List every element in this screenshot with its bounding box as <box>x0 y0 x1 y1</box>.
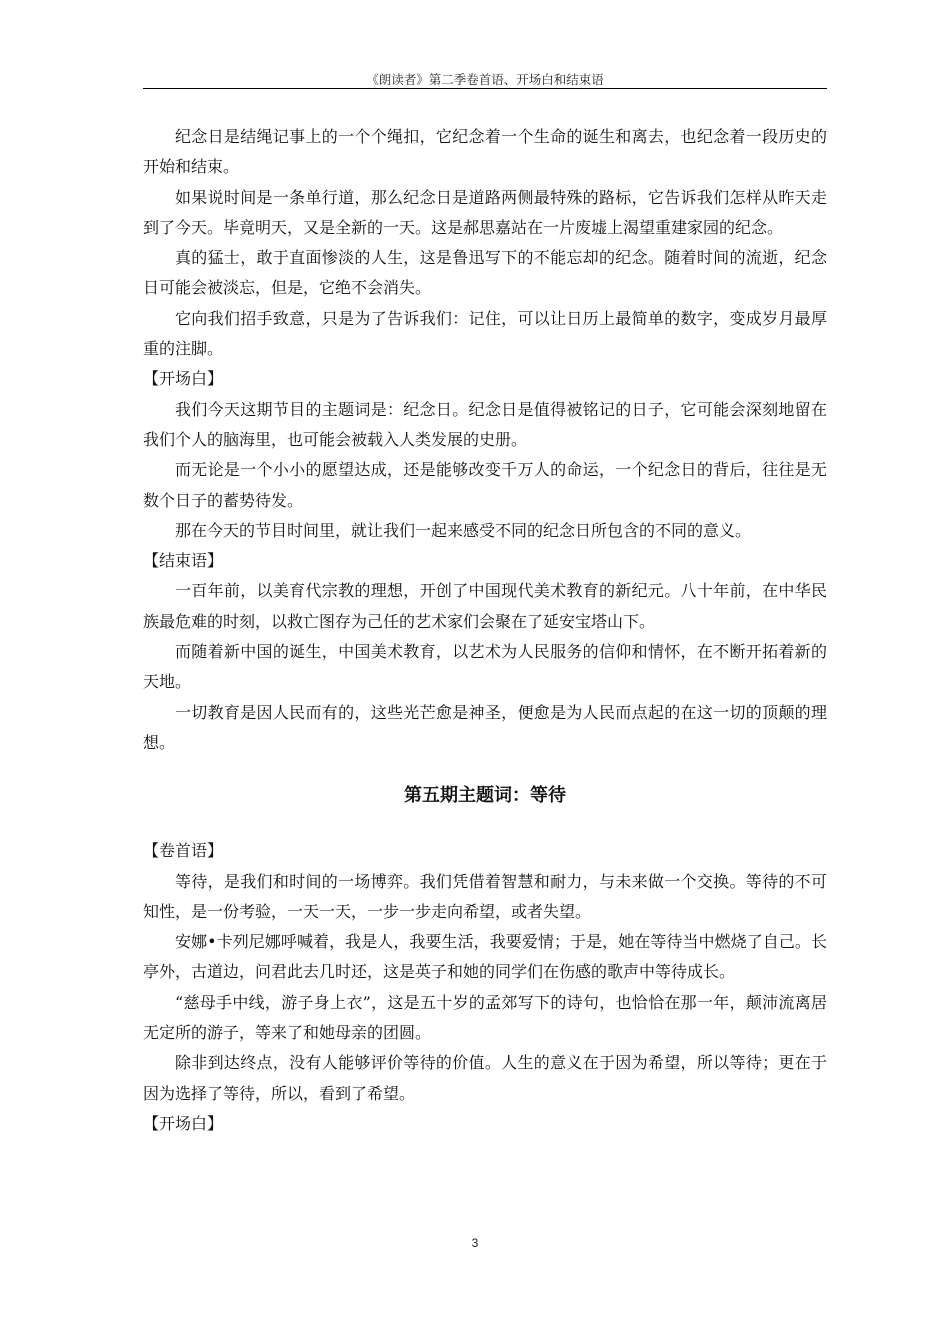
running-header: 《朗读者》第二季卷首语、开场白和结束语 <box>366 72 604 87</box>
paragraph: 它向我们招手致意，只是为了告诉我们：记住，可以让日历上最简单的数字，变成岁月最厚重的注脚。 <box>143 308 827 359</box>
paragraph: “慈母手中线，游子身上衣”，这是五十岁的孟郊写下的诗句，也恰恰在那一年，颠沛流离居无定所的游子，等来了和她母亲的团圆。 <box>143 992 827 1043</box>
paragraph: 除非到达终点，没有人能够评价等待的价值。人生的意义在于因为希望，所以等待；更在于因为选择了等待，所以，看到了希望。 <box>143 1053 827 1103</box>
paragraph: 一切教育是因人民而有的，这些光芒愈是神圣，便愈是为人民而点起的在这一切的顶颠的理想。 <box>143 702 827 752</box>
paragraph: 我们今天这期节目的主题词是：纪念日。纪念日是值得被铭记的日子，它可能会深刻地留在我们个人的脑海里，也可能会被载入人类发展的史册。 <box>143 399 827 449</box>
paragraph: 而随着新中国的诞生，中国美术教育，以艺术为人民服务的信仰和情怀，在不断开拓着新的天地。 <box>143 642 827 692</box>
paragraph: 安娜•卡列尼娜呼喊着，我是人，我要生活，我要爱情；于是，她在等待当中燃烧了自己。长亭外，古道边，问君此去几时还，这是英子和她的同学们在伤感的歌声中等待成长。 <box>143 932 827 982</box>
paragraph: 那在今天的节目时间里，就让我们一起来感受不同的纪念日所包含的不同的意义。 <box>175 520 752 540</box>
section-label-opening: 【开场白】 <box>143 369 224 389</box>
paragraph: 等待，是我们和时间的一场博弈。我们凭借着智慧和耐力，与未来做一个交换。等待的不可知性，是一份考验，一天一天，一步一步走向希望，或者失望。 <box>143 871 827 921</box>
paragraph: 而无论是一个小小的愿望达成，还是能够改变千万人的命运，一个纪念日的背后，往往是无数个日子的蓄势待发。 <box>143 460 827 510</box>
paragraph: 纪念日是结绳记事上的一个个绳扣，它纪念着一个生命的诞生和离去，也纪念着一段历史的开始和结束。 <box>143 127 827 177</box>
paragraph: 如果说时间是一条单行道，那么纪念日是道路两侧最特殊的路标，它告诉我们怎样从昨天走到了今天。毕竟明天，又是全新的一天。这是郝思嘉站在一片废墟上渴望重建家园的纪念。 <box>143 187 827 237</box>
section-label-opening: 【开场白】 <box>143 1113 224 1133</box>
section-heading: 第五期主题词：等待 <box>404 785 566 807</box>
page-number: 3 <box>471 1236 479 1250</box>
document-body <box>143 122 827 1139</box>
header-divider <box>143 88 827 89</box>
paragraph: 一百年前，以美育代宗教的理想，开创了中国现代美术教育的新纪元。八十年前，在中华民族最危难的时刻，以救亡图存为己任的艺术家们会聚在了延安宝塔山下。 <box>143 581 827 631</box>
section-label-preface: 【卷首语】 <box>143 841 224 861</box>
section-label-closing: 【结束语】 <box>143 551 224 571</box>
paragraph: 真的猛士，敢于直面惨淡的人生，这是鲁迅写下的不能忘却的纪念。随着时间的流逝，纪念日可能会被淡忘，但是，它绝不会消失。 <box>143 248 827 298</box>
